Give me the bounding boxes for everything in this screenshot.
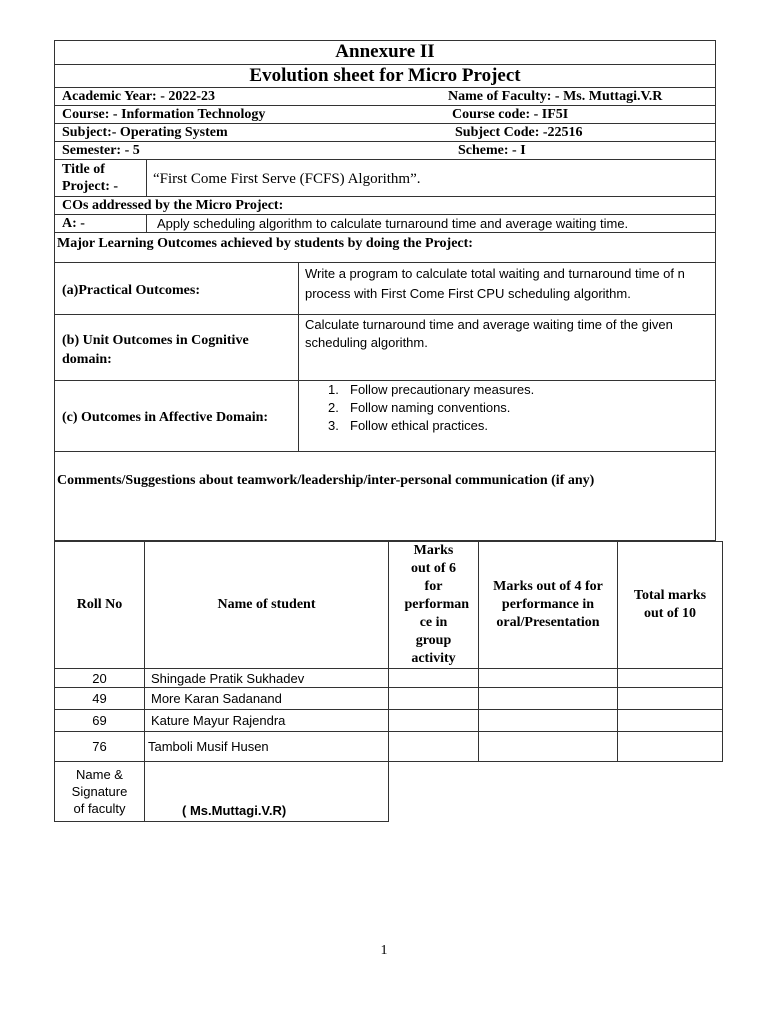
roll-no-cell: 69	[55, 710, 145, 732]
divider	[298, 262, 299, 451]
group-marks-cell[interactable]	[389, 669, 479, 688]
divider	[54, 262, 716, 263]
header-total-marks: Total marks out of 10	[618, 542, 723, 669]
total-marks-cell[interactable]	[618, 732, 723, 762]
academic-year: Academic Year: - 2022-23	[62, 89, 216, 104]
total-marks-cell[interactable]	[618, 710, 723, 732]
list-item: 2. Follow naming conventions.	[328, 400, 511, 415]
faculty-signature: ( Ms.Muttagi.V.R)	[145, 762, 389, 822]
list-item: 1. Follow precautionary measures.	[328, 382, 535, 397]
divider	[146, 214, 147, 232]
project-title-value: “First Come First Serve (FCFS) Algorithm”.	[153, 171, 421, 187]
co-a-label: A: -	[62, 216, 85, 231]
signature-label: Name & Signature of faculty	[55, 762, 145, 822]
divider	[54, 141, 716, 142]
marks-table	[54, 541, 723, 822]
total-marks-cell[interactable]	[618, 669, 723, 688]
divider	[54, 159, 716, 160]
project-title-label: Title of Project: -	[62, 162, 119, 194]
roll-no-cell: 20	[55, 669, 145, 688]
table-header-row	[55, 542, 723, 669]
co-a-value: Apply scheduling algorithm to calculate turnaround time and average waiting time.	[157, 216, 629, 231]
practical-outcomes-label: (a)Practical Outcomes:	[62, 283, 200, 298]
table-row	[55, 688, 723, 710]
page-title: Annexure II	[335, 41, 435, 62]
divider	[146, 159, 147, 196]
semester: Semester: - 5	[62, 143, 140, 158]
unit-outcomes-label: (b) Unit Outcomes in Cognitive domain:	[62, 333, 249, 367]
header-roll-no: Roll No	[55, 542, 145, 669]
course: Course: - Information Technology	[62, 107, 266, 122]
header-student-name: Name of student	[145, 542, 389, 669]
list-item: 3. Follow ethical practices.	[328, 418, 488, 433]
course-code: Course code: - IF5I	[452, 107, 569, 122]
header-group-marks: Marks out of 6 for performan ce in group activity	[389, 542, 479, 669]
comments-heading: Comments/Suggestions about teamwork/leadership/inter-personal communication (if any)	[57, 473, 595, 488]
faculty-name: Name of Faculty: - Ms. Muttagi.V.R	[448, 89, 663, 104]
page-subtitle: Evolution sheet for Micro Project	[249, 65, 521, 86]
table-row	[55, 732, 723, 762]
divider	[54, 451, 716, 452]
group-marks-cell[interactable]	[389, 688, 479, 710]
roll-no-cell: 76	[55, 732, 145, 762]
oral-marks-cell[interactable]	[479, 669, 618, 688]
cos-heading: COs addressed by the Micro Project:	[62, 198, 284, 213]
unit-outcomes-value: Calculate turnaround time and average waiting time of the given scheduling algorithm.	[305, 317, 673, 350]
affective-outcomes-list	[328, 381, 534, 435]
subject: Subject:- Operating System	[62, 125, 228, 140]
signature-row	[55, 762, 723, 822]
practical-outcomes-value: Write a program to calculate total waiting and turnaround time of n process with First Come First CPU scheduling algorithm.	[305, 266, 685, 301]
student-name-cell: Kature Mayur Rajendra	[145, 710, 389, 732]
page-number: 1	[380, 943, 388, 958]
group-marks-cell[interactable]	[389, 732, 479, 762]
oral-marks-cell[interactable]	[479, 710, 618, 732]
header-oral-marks: Marks out of 4 for performance in oral/Presentation	[479, 542, 618, 669]
roll-no-cell: 49	[55, 688, 145, 710]
table-row	[55, 669, 723, 688]
affective-outcomes-label: (c) Outcomes in Affective Domain:	[62, 410, 269, 425]
group-marks-cell[interactable]	[389, 710, 479, 732]
subject-code: Subject Code: -22516	[455, 125, 583, 140]
divider	[54, 314, 716, 315]
outcomes-heading: Major Learning Outcomes achieved by students by doing the Project:	[57, 236, 473, 251]
table-row	[55, 710, 723, 732]
oral-marks-cell[interactable]	[479, 688, 618, 710]
oral-marks-cell[interactable]	[479, 732, 618, 762]
student-name-cell: More Karan Sadanand	[145, 688, 389, 710]
total-marks-cell[interactable]	[618, 688, 723, 710]
student-name-cell: Shingade Pratik Sukhadev	[145, 669, 389, 688]
student-name-cell: Tamboli Musif Husen	[145, 732, 389, 762]
scheme: Scheme: - I	[458, 143, 526, 158]
